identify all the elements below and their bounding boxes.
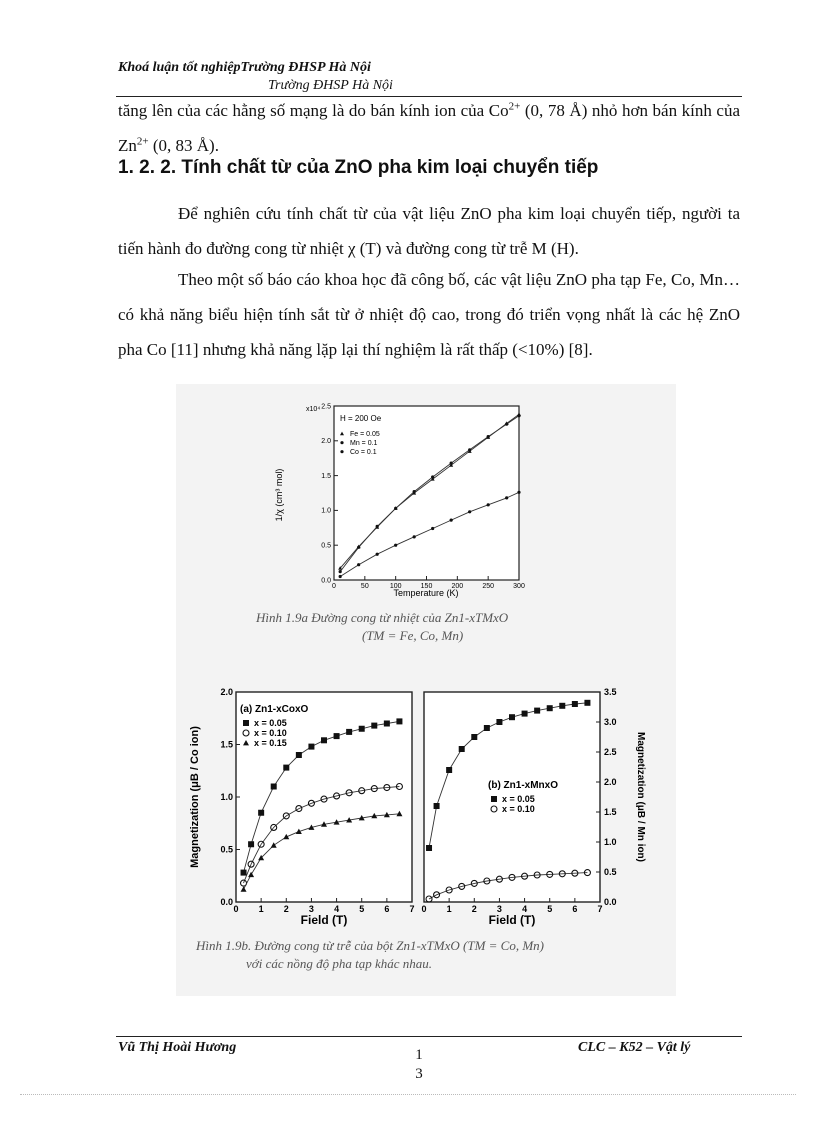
x-tick-label: 2 [283, 904, 289, 914]
chart-b-panel-label: (a) Zn1-xCoxO [240, 704, 309, 715]
x-tick-label: 0 [233, 904, 239, 914]
data-point [339, 575, 342, 578]
fig-b-caption-2: với các nồng độ pha tạp khác nhau. [246, 956, 433, 971]
y-tick-label: 0.0 [321, 577, 331, 585]
legend-label: x = 0.10 [502, 804, 535, 814]
data-point [308, 744, 314, 750]
data-point [321, 737, 327, 743]
y-tick-label: 1.5 [604, 807, 617, 817]
x-tick-label: 6 [572, 904, 578, 914]
data-point [547, 705, 553, 711]
chart-a-xlabel: Temperature (K) [393, 588, 459, 598]
y-tick-label: 0.5 [321, 542, 331, 550]
fig-a-caption-2: (TM = Fe, Co, Mn) [362, 628, 464, 643]
y-tick-label: 2.0 [321, 438, 331, 446]
y-tick-label: 2.0 [604, 777, 617, 787]
legend-marker [340, 441, 343, 444]
header-subtitle: Trường ĐHSP Hà Nội [268, 78, 393, 93]
x-tick-label: 3 [496, 904, 502, 914]
data-point [534, 708, 540, 714]
x-tick-label: 5 [547, 904, 553, 914]
x-tick-label: 0 [421, 904, 427, 914]
data-point [376, 553, 379, 556]
p1-sup-a: 2+ [508, 100, 521, 113]
figure-canvas [176, 384, 676, 996]
data-point [426, 845, 432, 851]
data-point [434, 803, 440, 809]
data-point [468, 448, 471, 451]
page-number-line2: 3 [415, 1066, 423, 1082]
legend-label: x = 0.15 [254, 738, 287, 748]
y-tick-label: 1.0 [604, 837, 617, 847]
page-number-line1: 1 [415, 1047, 423, 1063]
chart-b-ylabel: Magnetization (μB / Co ion) [189, 726, 201, 868]
fig-b-caption-1: Hình 1.9b. Đường cong từ trễ của bột Zn1-xTMxO (TM = Co, Mn) [196, 938, 544, 953]
x-tick-label: 4 [522, 904, 528, 914]
chart-c-xlabel: Field (T) [488, 913, 536, 927]
x-tick-label: 3 [308, 904, 314, 914]
y-tick-label: 0.0 [220, 897, 233, 907]
data-point [413, 490, 416, 493]
paragraph-3: Theo một số báo cáo khoa học đã công bố, các vật liệu ZnO pha tạp Fe, Co, Mn… có khả năng biểu hiện tính sắt từ ở nhiệt độ cao, trong đó triển vọng nhất là các hệ ZnO pha Co [11] nhưng khả năng lặp lại thí nghiệm là rất thấp (<10%) [8]. [118, 270, 740, 359]
legend-label: Co = 0.1 [350, 449, 377, 456]
footer-course: CLC – K52 – Vật lý [578, 1040, 691, 1055]
y-tick-label: 3.0 [604, 717, 617, 727]
data-point [413, 535, 416, 538]
data-point [357, 546, 360, 549]
x-tick-label: 2 [471, 904, 477, 914]
data-point [450, 461, 453, 464]
data-point [517, 414, 520, 417]
paragraph-2: Để nghiên cứu tính chất từ của vật liệu ZnO pha kim loại chuyển tiếp, người ta tiến hành đo đường cong từ nhiệt χ (T) và đường cong từ trễ M (H). [118, 204, 740, 258]
y-tick-label: 3.5 [604, 687, 617, 697]
y-tick-label: 2.0 [220, 687, 233, 697]
chart-a-ylabel: 1/χ (cm³ mol) [274, 468, 284, 522]
x-tick-label: 1 [446, 904, 452, 914]
p1-text-b: (0, 78 Å) nhỏ hơn bán kính của Zn [118, 101, 740, 155]
x-tick-label: 200 [451, 583, 464, 590]
data-point [459, 746, 465, 752]
data-point [357, 563, 360, 566]
legend-label: Fe = 0.05 [350, 431, 380, 438]
data-point [371, 723, 377, 729]
legend-marker [243, 720, 249, 726]
x-tick-label: 5 [359, 904, 365, 914]
p1-text-c: (0, 83 Å). [148, 136, 219, 155]
data-point [505, 422, 508, 425]
x-tick-label: 250 [482, 583, 495, 590]
data-point [509, 714, 515, 720]
scanned-figure [176, 384, 676, 996]
y-tick-label: 1.0 [321, 507, 331, 515]
y-tick-label: 0.5 [604, 867, 617, 877]
data-point [487, 435, 490, 438]
data-point [296, 752, 302, 758]
data-point [471, 734, 477, 740]
x-tick-label: 1 [258, 904, 264, 914]
x-tick-label: 150 [420, 583, 433, 590]
legend-marker [491, 796, 497, 802]
data-point [384, 721, 390, 727]
data-point [248, 841, 254, 847]
data-point [484, 725, 490, 731]
fig-a-caption-1: Hình 1.9a Đường cong từ nhiệt của Zn1-xTMxO [256, 610, 509, 625]
chart-c-panel-label: (b) Zn1-xMnxO [488, 780, 558, 791]
paragraph-1 [118, 93, 740, 163]
data-point [283, 765, 289, 771]
data-point [431, 527, 434, 530]
footer-rule [116, 1036, 742, 1037]
page-number [411, 1046, 427, 1084]
legend-marker [340, 450, 343, 453]
data-point [431, 475, 434, 478]
data-point [446, 767, 452, 773]
data-point [258, 810, 264, 816]
y-tick-label: 1.5 [220, 739, 233, 750]
y-tick-label: 2.5 [604, 747, 617, 757]
data-point [271, 784, 277, 790]
chart-a-exponent: x10⁴ [306, 406, 321, 413]
y-tick-label: 1.5 [321, 472, 331, 480]
data-point [376, 525, 379, 528]
data-point [572, 701, 578, 707]
x-tick-label: 6 [384, 904, 390, 914]
data-point [334, 733, 340, 739]
data-point [505, 496, 508, 499]
data-point [468, 510, 471, 513]
p1-sup-b: 2+ [136, 135, 149, 148]
y-tick-label: 2.5 [321, 403, 331, 411]
data-point [339, 570, 342, 573]
section-heading: 1. 2. 2. Tính chất từ của ZnO pha kim loại chuyển tiếp [118, 157, 599, 178]
x-tick-label: 0 [332, 583, 336, 590]
x-tick-label: 100 [389, 583, 402, 590]
footer-author: Vũ Thị Hoài Hương [118, 1040, 237, 1055]
legend-label: x = 0.10 [254, 728, 287, 738]
x-tick-label: 50 [360, 583, 369, 590]
data-point [559, 703, 565, 709]
data-point [241, 870, 247, 876]
header-title: Khoá luận tốt nghiệpTrường ĐHSP Hà Nội [118, 60, 371, 75]
data-point [346, 729, 352, 735]
chart-c-ylabel: Magnetization (μB / Mn ion) [635, 732, 646, 862]
data-point [359, 726, 365, 732]
data-point [584, 700, 590, 706]
y-tick-label: 1.0 [220, 792, 233, 802]
data-point [496, 719, 502, 725]
legend-label: Mn = 0.1 [350, 440, 378, 447]
data-point [517, 491, 520, 494]
p1-text-a: tăng lên của các hằng số mạng là do bán kính ion của Co [118, 101, 509, 120]
x-tick-label: 7 [409, 904, 415, 914]
chart-a-title: H = 200 Oe [340, 414, 382, 423]
x-tick-label: 300 [513, 583, 525, 590]
x-tick-label: 7 [597, 904, 603, 914]
chart-b-xlabel: Field (T) [300, 913, 348, 927]
page-edge [20, 1094, 796, 1095]
x-tick-label: 4 [334, 904, 340, 914]
data-point [394, 544, 397, 547]
y-tick-label: 0.5 [220, 844, 233, 855]
data-point [487, 503, 490, 506]
data-point [450, 519, 453, 522]
legend-label: x = 0.05 [502, 794, 535, 804]
legend-label: x = 0.05 [254, 718, 287, 728]
data-point [394, 507, 397, 510]
data-point [396, 718, 402, 724]
data-point [522, 711, 528, 717]
y-tick-label: 0.0 [604, 897, 617, 907]
